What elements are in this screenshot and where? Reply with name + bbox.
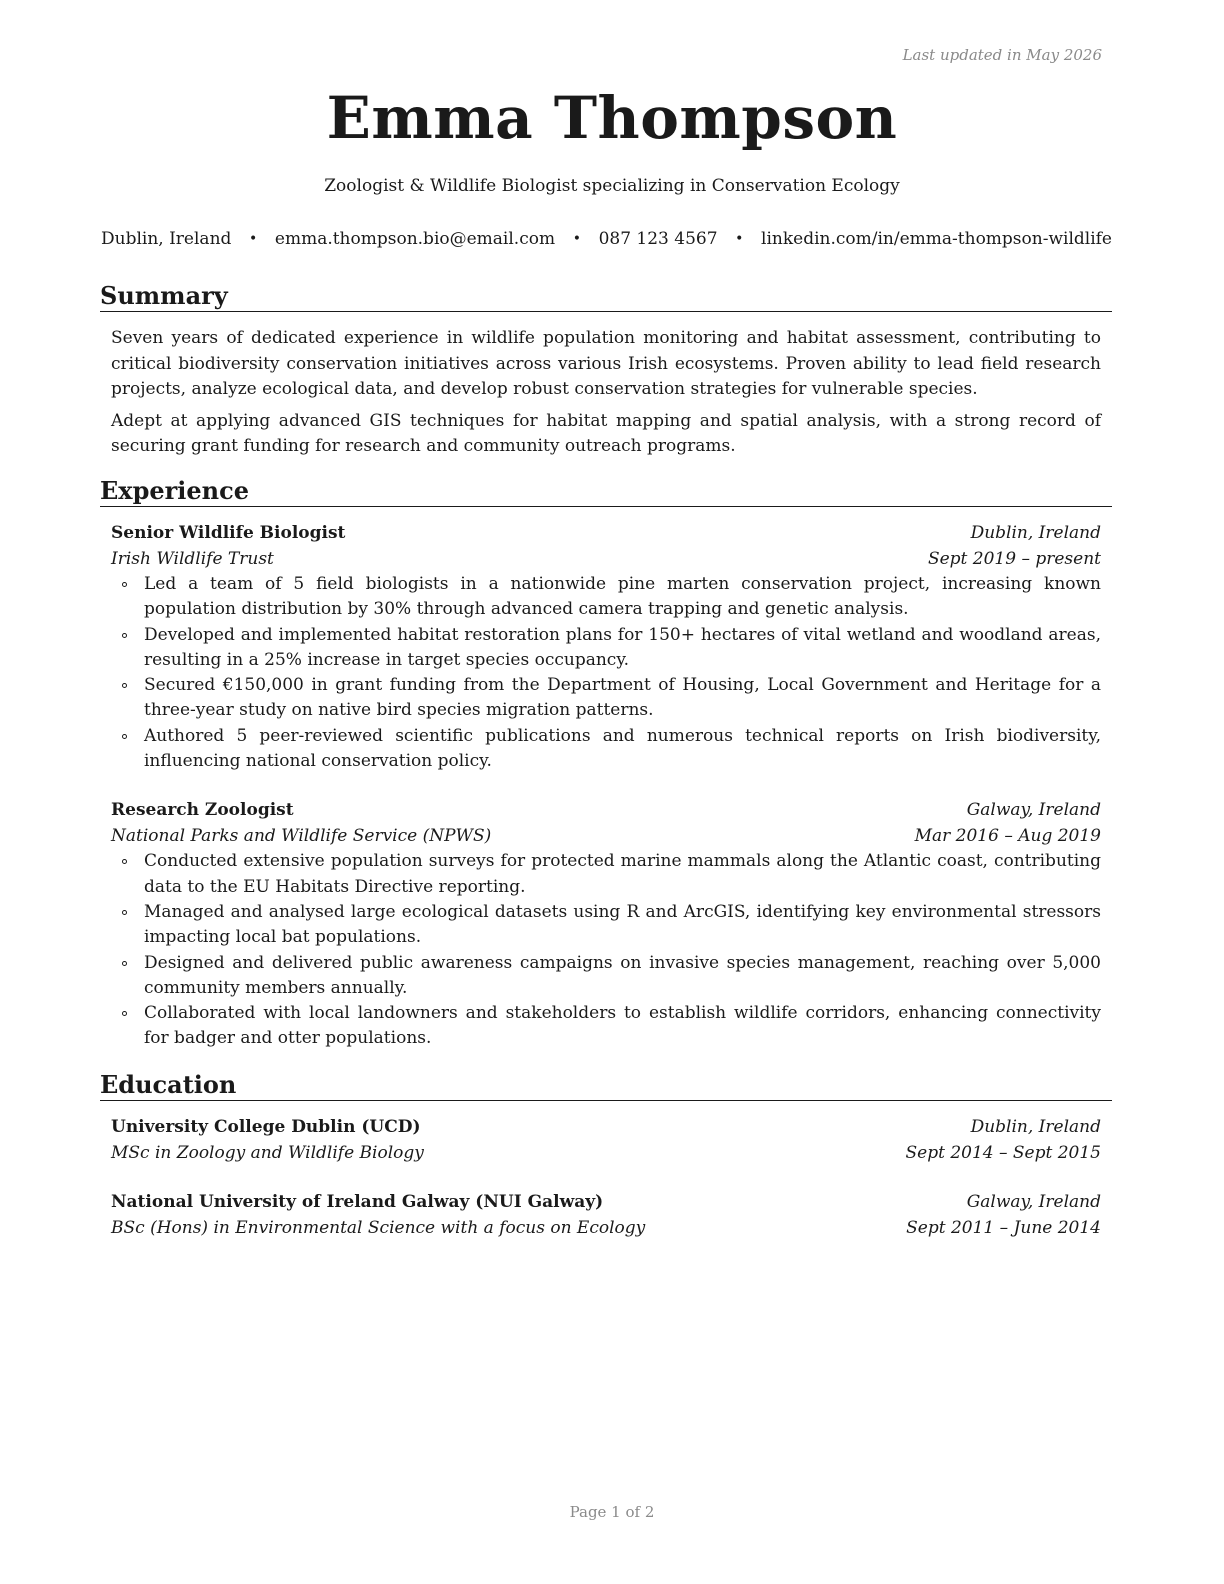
job-dates: Mar 2016 – Aug 2019	[914, 825, 1101, 846]
education-section	[100, 1070, 1112, 1241]
circle-bullet-icon	[122, 961, 127, 966]
employer-name: Irish Wildlife Trust	[111, 548, 274, 569]
contact-linkedin-link[interactable]: linkedin.com/in/emma-thompson-wildlife	[761, 229, 1112, 249]
summary-paragraph: Adept at applying advanced GIS techniques for habitat mapping and spatial analysis, with a strong record of securing grant funding for research and community outreach programs.	[111, 410, 1101, 456]
contact-phone-link[interactable]: 087 123 4567	[598, 229, 718, 249]
contact-location: Dublin, Ireland	[101, 229, 232, 249]
list-item: Authored 5 peer-reviewed scientific publications and numerous technical reports on Irish biodiversity, influencing national conservation policy.	[111, 724, 1101, 775]
list-item: Managed and analysed large ecological datasets using R and ArcGIS, identifying key environmental stressors impacting local bat populations.	[111, 900, 1101, 951]
circle-bullet-icon	[122, 582, 127, 587]
circle-bullet-icon	[122, 734, 127, 739]
separator-dot: •	[735, 231, 744, 247]
job-highlights	[111, 849, 1101, 1051]
institution-name: National University of Ireland Galway (NUI Galway)	[111, 1192, 604, 1212]
contact-email-link[interactable]: emma.thompson.bio@email.com	[274, 229, 556, 249]
job-highlights	[111, 572, 1101, 774]
list-item: Collaborated with local landowners and stakeholders to establish wildlife corridors, enhancing connectivity for badger and otter populations.	[111, 1001, 1101, 1052]
last-updated-note: Last updated in May 2026	[902, 46, 1102, 64]
circle-bullet-icon	[122, 1011, 127, 1016]
circle-bullet-icon	[122, 859, 127, 864]
section-title-education: Education	[100, 1070, 1112, 1101]
section-title-experience: Experience	[100, 476, 1112, 507]
summary-paragraph: Seven years of dedicated experience in wildlife population monitoring and habitat assessment, contributing to critical biodiversity conservation initiatives across various Irish ecosystems. Proven ability to lead field research projects, analyze ecological data, and develop robust conservation strategies for vulnerable species.	[111, 328, 1101, 399]
list-item: Conducted extensive population surveys for protected marine mammals along the Atlantic coast, contributing data to the EU Habitats Directive reporting.	[111, 849, 1101, 900]
circle-bullet-icon	[122, 633, 127, 638]
list-item: Designed and delivered public awareness campaigns on invasive species management, reaching over 5,000 community members annually.	[111, 951, 1101, 1002]
summary-section	[100, 281, 1112, 460]
education-entry	[111, 1190, 1101, 1241]
contact-line	[101, 229, 1112, 249]
employer-name: National Parks and Wildlife Service (NPWS)	[111, 825, 492, 846]
institution-location: Dublin, Ireland	[970, 1117, 1101, 1137]
separator-dot: •	[249, 231, 258, 247]
list-item: Secured €150,000 in grant funding from the Department of Housing, Local Government and Heritage for a three-year study on native bird species migration patterns.	[111, 673, 1101, 724]
page-number: Page 1 of 2	[569, 1503, 655, 1521]
job-title: Research Zoologist	[111, 800, 294, 821]
candidate-name: Emma Thompson	[326, 84, 898, 152]
institution-name: University College Dublin (UCD)	[111, 1117, 421, 1137]
institution-location: Galway, Ireland	[966, 1192, 1101, 1212]
job-title: Senior Wildlife Biologist	[111, 523, 346, 543]
education-dates: Sept 2011 – June 2014	[906, 1217, 1101, 1238]
experience-entry	[111, 798, 1101, 1051]
degree-name: MSc in Zoology and Wildlife Biology	[111, 1142, 424, 1163]
section-title-summary: Summary	[100, 281, 1112, 312]
education-entry	[111, 1115, 1101, 1166]
list-item: Led a team of 5 field biologists in a nationwide pine marten conservation project, increasing known population distribution by 30% through advanced camera trapping and genetic analysis.	[111, 572, 1101, 623]
job-location: Dublin, Ireland	[970, 523, 1101, 543]
job-dates: Sept 2019 – present	[927, 548, 1101, 569]
list-item: Developed and implemented habitat restoration plans for 150+ hectares of vital wetland and woodland areas, resulting in a 25% increase in target species occupancy.	[111, 623, 1101, 674]
degree-name: BSc (Hons) in Environmental Science with a focus on Ecology	[111, 1217, 646, 1238]
candidate-tagline: Zoologist & Wildlife Biologist specializing in Conservation Ecology	[324, 176, 900, 196]
circle-bullet-icon	[122, 683, 127, 688]
separator-dot: •	[572, 231, 581, 247]
circle-bullet-icon	[122, 910, 127, 915]
education-dates: Sept 2014 – Sept 2015	[905, 1142, 1101, 1163]
job-location: Galway, Ireland	[966, 800, 1101, 821]
experience-section	[100, 476, 1112, 1052]
experience-entry	[111, 521, 1101, 774]
